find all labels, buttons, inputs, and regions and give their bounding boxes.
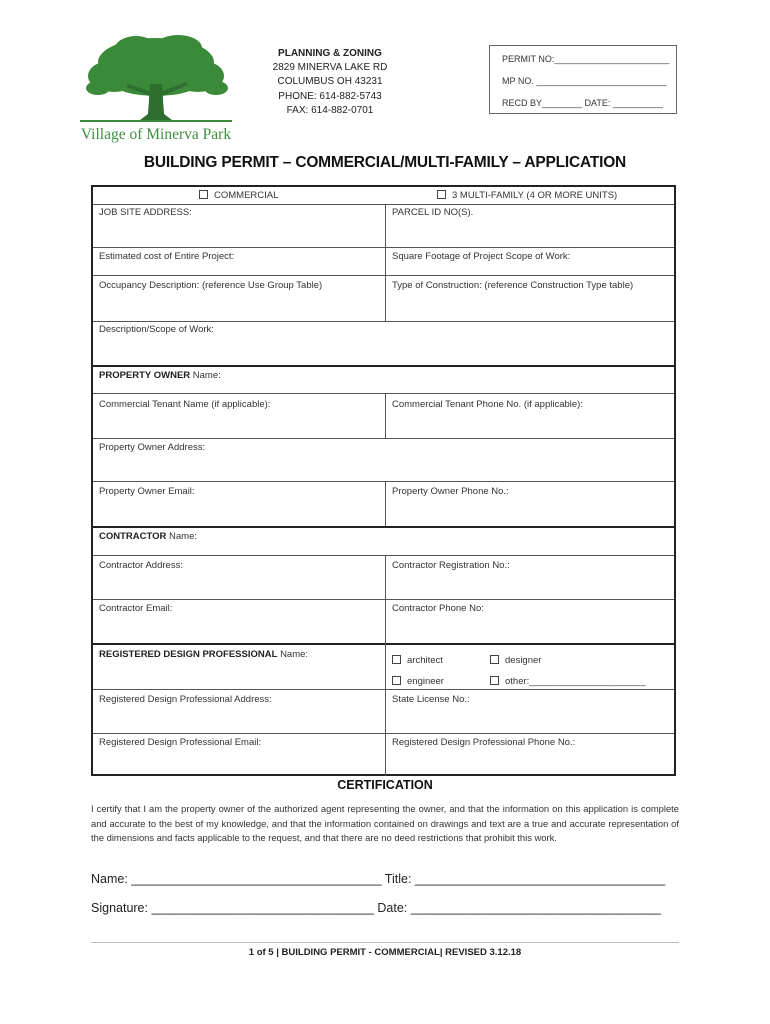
contractor-phone-label: Contractor Phone No:: [392, 603, 484, 614]
rdp-name-label: [99, 649, 308, 660]
contractor-email-label: Contractor Email:: [99, 603, 173, 614]
architect-label: architect: [407, 655, 443, 666]
property-owner-name-label: [99, 370, 221, 381]
owner-name-text: Name:: [192, 370, 221, 381]
multifamily-checkbox[interactable]: [437, 190, 617, 201]
office-use-box: [489, 45, 677, 114]
description-scope-label: Description/Scope of Work:: [99, 324, 214, 335]
agency-phone: PHONE: 614-882-5743: [278, 90, 382, 102]
footer-rule: [91, 942, 679, 943]
checkbox-icon[interactable]: [490, 655, 499, 664]
contractor-heading: CONTRACTOR: [99, 531, 167, 542]
designer-checkbox[interactable]: [490, 655, 541, 666]
signature-date-line[interactable]: Signature: ________________________________ Date: ____________________________________: [91, 901, 662, 915]
checkbox-icon[interactable]: [392, 655, 401, 664]
estimated-cost-label: Estimated cost of Entire Project:: [99, 251, 235, 262]
multifamily-label: 3 MULTI-FAMILY (4 OR MORE UNITS): [452, 190, 618, 201]
commercial-label: COMMERCIAL: [214, 190, 279, 201]
engineer-checkbox[interactable]: [392, 676, 444, 687]
job-site-address-label: JOB SITE ADDRESS:: [99, 207, 192, 218]
agency-address-line2: COLUMBUS OH 43231: [277, 76, 383, 88]
oak-tree-icon: [66, 32, 246, 124]
designer-label: designer: [505, 655, 542, 666]
rdp-phone-label: Registered Design Professional Phone No.:: [392, 737, 576, 748]
rdp-heading: REGISTERED DESIGN PROFESSIONAL: [99, 649, 278, 660]
application-form: [91, 185, 676, 776]
tenant-name-label: Commercial Tenant Name (if applicable):: [99, 399, 271, 410]
contractor-name-label: [99, 531, 197, 542]
contractor-name-text: Name:: [169, 531, 198, 542]
square-footage-label: Square Footage of Project Scope of Work:: [392, 251, 571, 262]
contractor-address-label: Contractor Address:: [99, 560, 183, 571]
agency-fax: FAX: 614-882-0701: [286, 104, 374, 116]
checkbox-icon[interactable]: [490, 676, 499, 685]
name-title-line[interactable]: Name: ____________________________________ Title: ____________________________________: [91, 872, 666, 886]
village-logo: [66, 32, 246, 150]
other-label: other:______________________: [505, 676, 646, 687]
permit-no-field[interactable]: PERMIT NO:_______________________: [502, 54, 670, 64]
agency-info: [255, 47, 405, 118]
agency-address-line1: 2829 MINERVA LAKE RD: [272, 62, 388, 74]
rdp-name-text: Name:: [280, 649, 309, 660]
mp-no-field[interactable]: MP NO. __________________________: [502, 76, 667, 86]
agency-name: PLANNING & ZONING: [278, 48, 382, 59]
engineer-label: engineer: [407, 676, 444, 687]
owner-address-label: Property Owner Address:: [99, 442, 206, 453]
state-license-label: State License No.:: [392, 694, 470, 705]
architect-checkbox[interactable]: [392, 655, 443, 666]
logo-text: Village of Minerva Park: [80, 126, 232, 143]
certification-text: I certify that I am the property owner of the authorized agent representing the owner, and that the information on this application is complete and accurate to the best of my knowledge, and that the information contained on drawings and text are a true and accurate representation of the dimensions and facts applicable to the request, and that there are no deed restrictions that prohibit this work.: [91, 803, 679, 844]
rdp-email-label: Registered Design Professional Email:: [99, 737, 262, 748]
commercial-checkbox[interactable]: [199, 190, 278, 201]
contractor-registration-label: Contractor Registration No.:: [392, 560, 510, 571]
owner-email-label: Property Owner Email:: [99, 486, 195, 497]
form-title: BUILDING PERMIT – COMMERCIAL/MULTI-FAMILY – APPLICATION: [143, 154, 627, 171]
property-owner-heading: PROPERTY OWNER: [99, 370, 191, 381]
construction-type-label: Type of Construction: (reference Construction Type table): [392, 280, 634, 291]
recd-by-field[interactable]: RECD BY________ DATE: __________: [502, 98, 663, 108]
tenant-phone-label: Commercial Tenant Phone No. (if applicable):: [392, 399, 583, 410]
other-checkbox[interactable]: [490, 676, 646, 687]
page-footer: 1 of 5 | BUILDING PERMIT - COMMERCIAL| REVISED 3.12.18: [248, 947, 522, 958]
owner-phone-label: Property Owner Phone No.:: [392, 486, 509, 497]
occupancy-label: Occupancy Description: (reference Use Group Table): [99, 280, 323, 291]
rdp-address-label: Registered Design Professional Address:: [99, 694, 272, 705]
checkbox-icon[interactable]: [199, 190, 208, 199]
checkbox-icon[interactable]: [392, 676, 401, 685]
checkbox-icon[interactable]: [437, 190, 446, 199]
parcel-id-label: PARCEL ID NO(S).: [392, 207, 474, 218]
certification-title: CERTIFICATION: [337, 778, 433, 792]
